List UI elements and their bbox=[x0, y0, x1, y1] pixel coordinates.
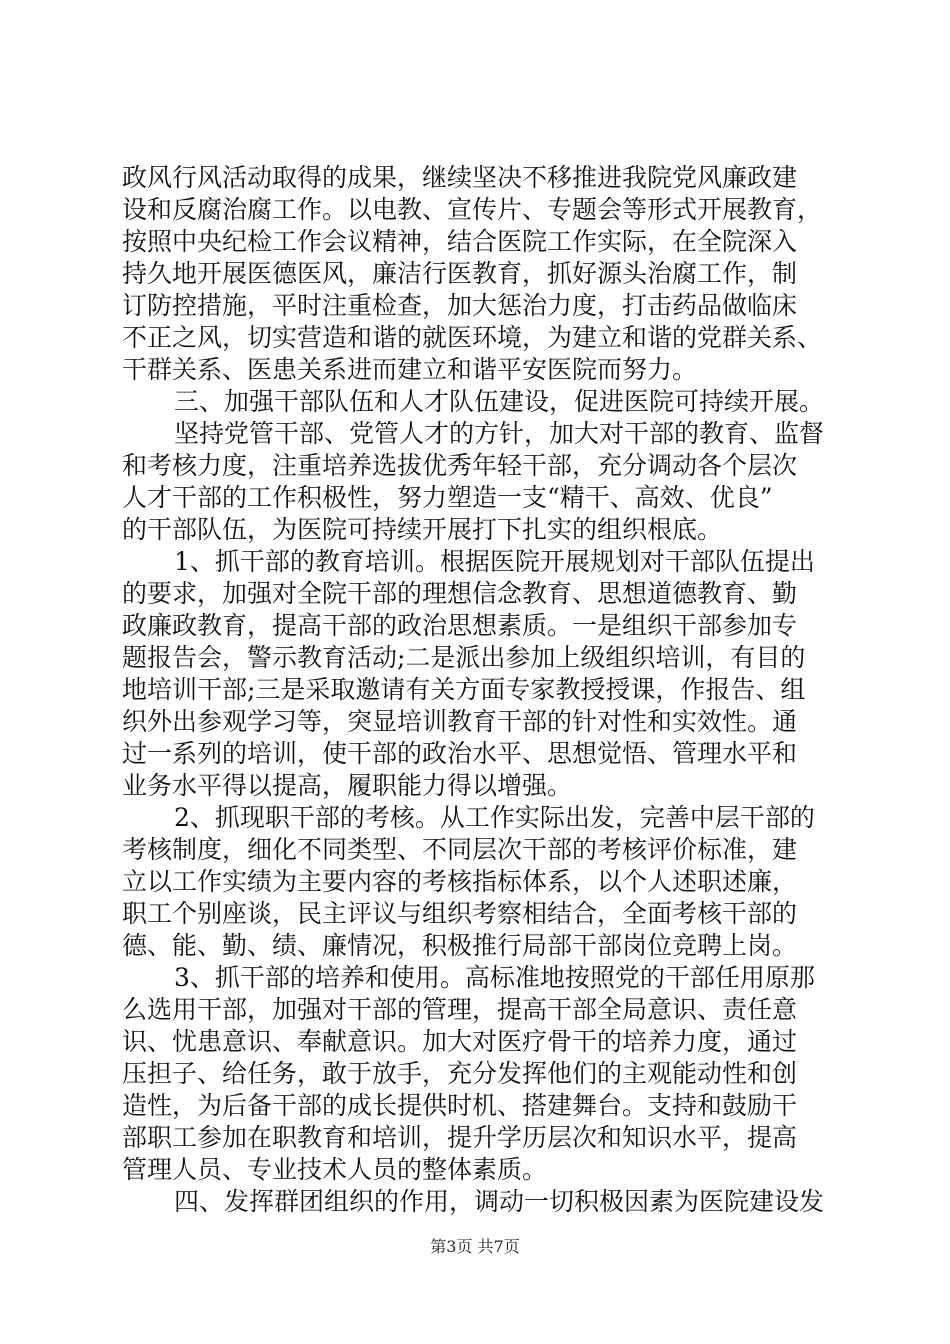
text-line: 造性，为后备干部的成长提供时机、搭建舞台。支持和鼓励干 bbox=[122, 1091, 798, 1120]
text-line: 的干部队伍，为医院可持续开展打下扎实的组织根底。 bbox=[122, 515, 723, 544]
text-line: 按照中央纪检工作会议精神，结合医院工作实际，在全院深入 bbox=[122, 227, 798, 256]
text-line: 设和反腐治腐工作。以电教、宣传片、专题会等形式开展教育， bbox=[122, 195, 823, 224]
text-line: 考核制度，细化不同类型、不同层次干部的考核评价标准，建 bbox=[122, 835, 798, 864]
text-line: 的要求，加强对全院干部的理想信念教育、思想道德教育、勤 bbox=[122, 579, 798, 608]
text-line: 管理人员、专业技术人员的整体素质。 bbox=[122, 1155, 548, 1184]
section-heading: 三、加强干部队伍和人才队伍建设，促进医院可持续开展。 bbox=[174, 387, 825, 416]
text-line: 干群关系、医患关系进而建立和谐平安医院而努力。 bbox=[122, 355, 698, 384]
text-line: 2、抓现职干部的考核。从工作实际出发，完善中层干部的 bbox=[174, 803, 815, 832]
text-line: 3、抓干部的培养和使用。高标准地按照党的干部任用原那 bbox=[174, 963, 815, 992]
text-line: 部职工参加在职教育和培训，提升学历层次和知识水平，提高 bbox=[122, 1123, 798, 1152]
text-line: 压担子、给任务，敢于放手，充分发挥他们的主观能动性和创 bbox=[122, 1059, 798, 1088]
text-line: 人才干部的工作积极性，努力塑造一支“精干、高效、优良” bbox=[122, 483, 773, 512]
text-line: 识、忧患意识、奉献意识。加大对医疗骨干的培养力度，通过 bbox=[122, 1027, 798, 1056]
page-footer: 第3页 共7页 bbox=[430, 1237, 520, 1256]
text-line: 么选用干部，加强对干部的管理，提高干部全局意识、责任意 bbox=[122, 995, 798, 1024]
text-line: 业务水平得以提高，履职能力得以增强。 bbox=[122, 771, 573, 800]
section-heading: 四、发挥群团组织的作用，调动一切积极因素为医院建设发 bbox=[174, 1187, 825, 1216]
text-line: 订防控措施，平时注重检查，加大惩治力度，打击药品做临床 bbox=[122, 291, 798, 320]
text-line: 和考核力度，注重培养选拔优秀年轻干部，充分调动各个层次 bbox=[122, 451, 798, 480]
text-line: 德、能、勤、绩、廉情况，积极推行局部干部岗位竞聘上岗。 bbox=[122, 931, 798, 960]
text-line: 过一系列的培训，使干部的政治水平、思想觉悟、管理水平和 bbox=[122, 739, 798, 768]
text-line: 织外出参观学习等，突显培训教育干部的针对性和实效性。通 bbox=[122, 707, 798, 736]
text-line: 职工个别座谈，民主评议与组织考察相结合，全面考核干部的 bbox=[122, 899, 798, 928]
text-line: 政风行风活动取得的成果，继续坚决不移推进我院党风廉政建 bbox=[122, 163, 798, 192]
text-line: 不正之风，切实营造和谐的就医环境，为建立和谐的党群关系、 bbox=[122, 323, 823, 352]
text-line: 立以工作实绩为主要内容的考核指标体系，以个人述职述廉， bbox=[122, 867, 798, 896]
text-line: 坚持党管干部、党管人才的方针，加大对干部的教育、监督 bbox=[174, 419, 825, 448]
text-line: 题报告会，警示教育活动;二是派出参加上级组织培训，有目的 bbox=[122, 643, 806, 672]
text-line: 政廉政教育，提高干部的政治思想素质。一是组织干部参加专 bbox=[122, 611, 798, 640]
text-line: 持久地开展医德医风，廉洁行医教育，抓好源头治腐工作，制 bbox=[122, 259, 798, 288]
text-line: 1、抓干部的教育培训。根据医院开展规划对干部队伍提出 bbox=[174, 547, 815, 576]
text-line: 地培训干部;三是采取邀请有关方面专家教授授课，作报告、组 bbox=[122, 675, 806, 704]
